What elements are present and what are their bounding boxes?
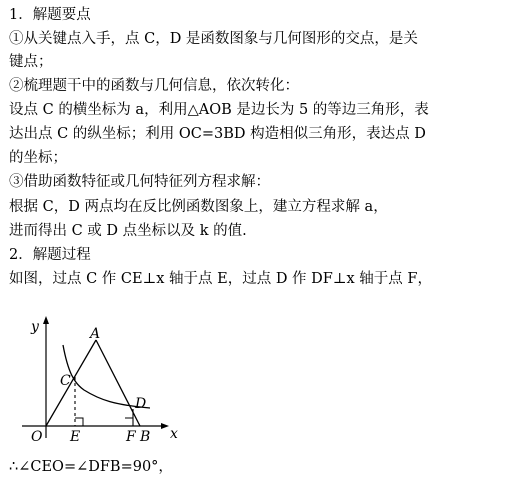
right-angle-mark-E: [75, 418, 83, 426]
right-angle-mark-F: [125, 418, 133, 426]
paragraph-line: 进而得出 C 或 D 点坐标以及 k 的值.: [9, 223, 247, 239]
label-y: y: [31, 319, 39, 335]
paragraph-line: 达出点 C 的纵坐标；利用 OC=3BD 构造相似三角形，表达点 D: [9, 126, 426, 142]
paragraph-line: 的坐标；: [9, 150, 67, 166]
label-B: B: [140, 429, 151, 445]
section-heading-solution-process: 2．解题过程: [9, 247, 91, 263]
label-E: E: [70, 429, 81, 445]
label-A: A: [90, 326, 101, 342]
section-heading-key-points: 1．解题要点: [9, 7, 91, 23]
paragraph-line: 键点；: [9, 54, 53, 70]
label-x: x: [170, 426, 178, 442]
x-axis-arrow: [161, 423, 169, 429]
paragraph-line: 根据 C，D 两点均在反比例函数图象上，建立方程求解 a，: [9, 199, 388, 215]
paragraph-line: ①从关键点入手，点 C，D 是函数图象与几何图形的交点，是关: [9, 31, 418, 47]
paragraph-line: ∴∠CEO=∠DFB=90°，: [9, 459, 173, 475]
paragraph-line: ③借助函数特征或几何特征列方程求解：: [9, 174, 270, 190]
label-O: O: [31, 429, 43, 445]
label-C: C: [60, 373, 71, 389]
label-D: D: [135, 396, 147, 412]
paragraph-line: 如图，过点 C 作 CE⊥x 轴于点 E，过点 D 作 DF⊥x 轴于点 F，: [9, 271, 432, 287]
paragraph-line: ②梳理题干中的函数与几何信息，依次转化：: [9, 78, 299, 94]
label-F: F: [126, 429, 136, 445]
y-axis-arrow: [43, 316, 49, 324]
paragraph-line: 设点 C 的横坐标为 a，利用△AOB 是边长为 5 的等边三角形，表: [9, 102, 429, 118]
segment-OA: [46, 340, 96, 426]
